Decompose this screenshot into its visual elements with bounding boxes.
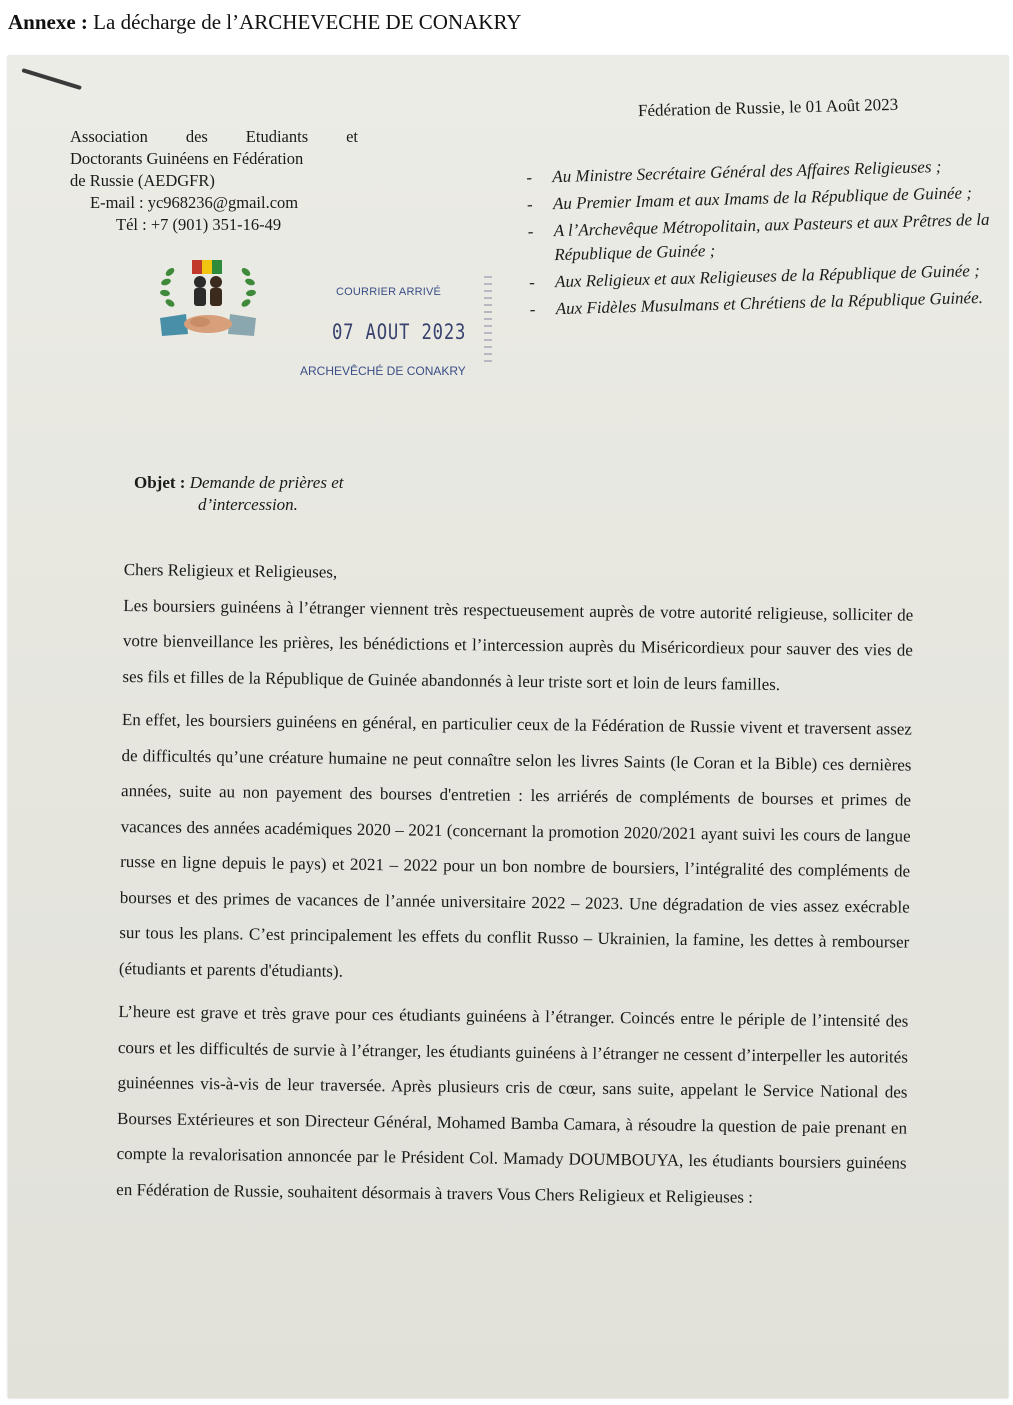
recipient-item: - Aux Fidèles Musulmans et Chrétiens de la République Guinée. bbox=[523, 286, 993, 322]
sender-line-2: Doctorants Guinéens en Fédération bbox=[70, 149, 304, 168]
body-paragraph-1: Les boursiers guinéens à l’étranger viennent très respectueusement auprès de votre autorité religieuse, solliciter de votre bienveillance les prières, les bénédictions et l’intercession auprès du Miséricordieux pour sauver des vies de ses fils et filles de la République de Guinée abandonnés à leur triste sort et loin de leurs familles. bbox=[122, 595, 914, 694]
sender-phone: Tél : +7 (901) 351-16-49 bbox=[116, 215, 282, 234]
sender-block bbox=[70, 126, 358, 236]
sender-line-3: de Russie (AEDGFR) bbox=[70, 171, 215, 190]
subject-block bbox=[134, 472, 404, 516]
stamp-date: 07 AOUT 2023 bbox=[332, 320, 467, 344]
sender-email: E-mail : yc968236@gmail.com bbox=[90, 193, 299, 212]
pen-mark bbox=[21, 68, 81, 90]
sender-line-1 bbox=[70, 126, 358, 148]
recipient-item: - Aux Religieux et aux Religieuses de la République de Guinée ; bbox=[523, 259, 993, 295]
letter-body bbox=[116, 552, 914, 1225]
subject-value-line-2: d’intercession. bbox=[198, 495, 298, 514]
sender-word: des bbox=[185, 127, 208, 146]
sender-word: et bbox=[346, 127, 358, 146]
caption-label: Annexe : bbox=[8, 10, 88, 34]
stamp-title: COURRIER ARRIVÉ bbox=[336, 286, 442, 298]
received-stamp bbox=[288, 276, 498, 386]
body-paragraph-3: L’heure est grave et très grave pour ces étudiants guinéens à l’étranger. Coincés entre le périple de l’intensité des cours et les difficultés de survie à l’étranger, les étudiants guinéens à l’étranger ne cessent d’interpeller les autorités guinéennes vis-à-vis de leur traversée. Après plusieurs cris de cœur, sans suite, appelant le Service National des Bourses Extérieures et son Directeur Général, Mohamed Bamba Camara, à résoudre la question de paie prenant en compte la revalorisation annoncée par le Président Col. Mamady DOUMBOUYA, les étudiants boursiers guinéens en Fédération de Russie, souhaitent désormais à travers Vous Chers Religieux et Religieuses : bbox=[116, 1001, 909, 1207]
letter-date: Fédération de Russie, le 01 Août 2023 bbox=[637, 94, 899, 121]
sender-word: Etudiants bbox=[245, 127, 309, 146]
sender-word: Association bbox=[70, 127, 148, 146]
page-caption bbox=[8, 10, 521, 35]
body-paragraph-2: En effet, les boursiers guinéens en général, en particulier ceux de la Fédération de Russie vivent et traversent assez de difficultés qu’une créature humaine ne peut connaître selon les livres Saints (le Coran et la Bible) ces dernières années, suite au non payement des bourses d'entretien : les arriérés de compléments de bourses et primes de vacances des années académiques 2020 – 2021 (concernant la promotion 2020/2021 ayant suivi les cours de langue russe en ligne depuis le pays) et 2021 – 2022 pour un bon nombre de boursiers, l’intégralité des compléments de bourses et des primes de vacances de l’année universitaire 2022 – 2023. Une dégradation de vies assez exécrable sur tous les plans. C’est principalement les effets du conflit Russo – Ukrainien, la famine, les dettes à rembourser (étudiants et parents d'étudiants). bbox=[118, 709, 913, 981]
salutation: Chers Religieux et Religieuses, bbox=[123, 559, 338, 582]
recipient-item: - Au Ministre Secrétaire Général des Affaires Religieuses ; bbox=[520, 154, 990, 190]
caption-text: La décharge de l’ARCHEVECHE DE CONAKRY bbox=[87, 10, 522, 34]
stamp-organization: ARCHEVÊCHÉ DE CONAKRY bbox=[300, 364, 466, 378]
association-emblem-icon bbox=[148, 252, 268, 342]
stamp-dots bbox=[484, 276, 492, 364]
recipient-item: - Au Premier Imam et aux Imams de la République de Guinée ; bbox=[521, 181, 991, 217]
recipients-list bbox=[520, 154, 994, 325]
letter-photo bbox=[8, 56, 1008, 1398]
subject-label: Objet : bbox=[134, 473, 186, 492]
subject-value-line-1: Demande de prières et bbox=[189, 473, 344, 492]
recipient-item: - A l’Archevêque Métropolitain, aux Pasteurs et aux Prêtres de la République de Guinée ; bbox=[521, 208, 992, 268]
